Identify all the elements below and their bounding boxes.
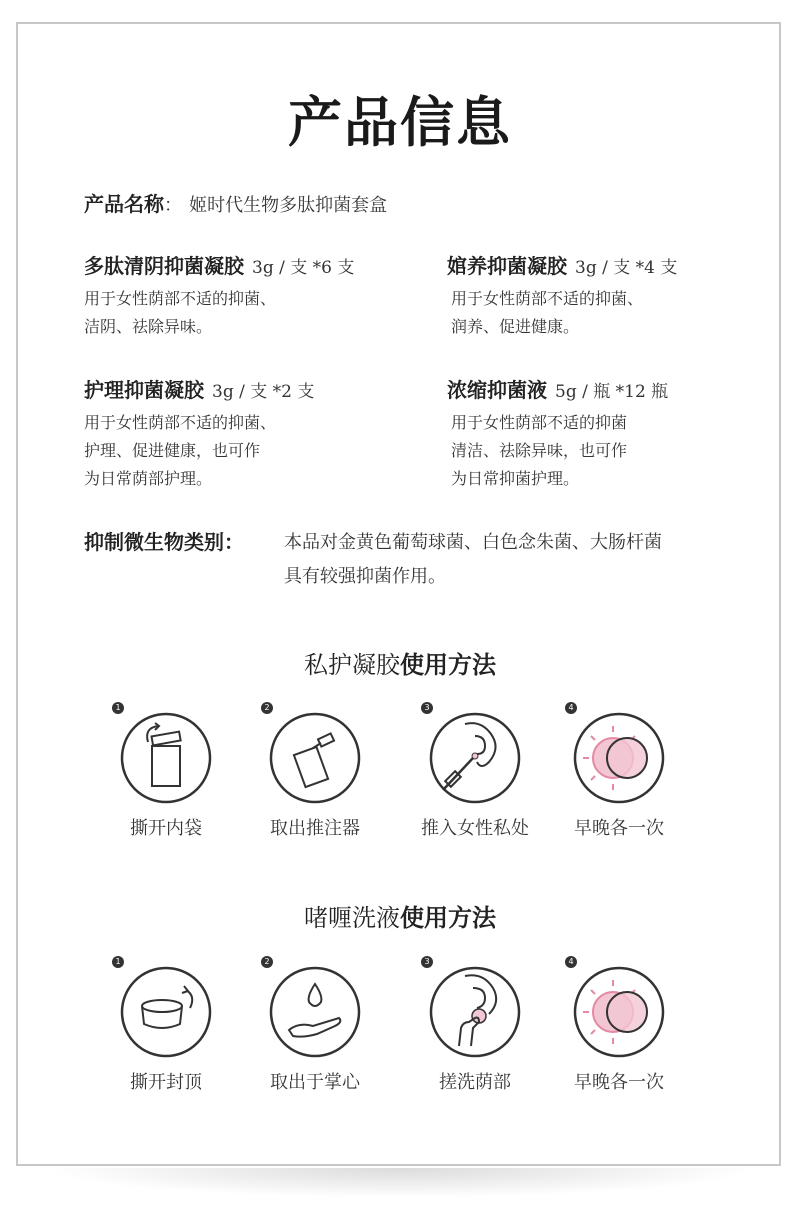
item-name: 多肽清阴抑菌凝胶 — [84, 254, 244, 278]
item-desc-line: 用于女性荫部不适的抑菌、 — [84, 289, 277, 308]
step-label: 早晚各一次 — [574, 1072, 664, 1093]
gel-usage-title — [0, 645, 800, 680]
sun-moon-icon — [573, 966, 665, 1058]
open-cap-icon — [120, 966, 212, 1058]
wash-step-3 — [415, 957, 535, 1094]
item-desc-line: 为日常荫部护理。 — [84, 469, 213, 488]
item-desc-line: 洁阴、祛除异味。 — [84, 317, 213, 336]
item-name: 浓缩抑菌液 — [447, 378, 547, 402]
item-qty: 5g / 瓶 *12 瓶 — [555, 382, 669, 402]
microbes-line: 本品对金黄色葡萄球菌、白色念朱菌、大肠杆菌 — [284, 532, 662, 553]
palm-drop-icon — [269, 966, 361, 1058]
step-number: 4 — [565, 702, 577, 714]
item-name: 婠养抑菌凝胶 — [447, 254, 567, 278]
item-desc-line: 为日常抑菌护理。 — [451, 469, 580, 488]
card-shadow — [40, 1168, 760, 1198]
gel-usage-title-b: 使用方法 — [400, 651, 496, 679]
step-number: 4 — [565, 956, 577, 968]
wash-step-1 — [106, 957, 226, 1094]
microbes-label — [84, 526, 244, 555]
item-1 — [84, 250, 354, 341]
gel-step-3 — [415, 703, 535, 840]
product-name-value: 姬时代生物多肽抑菌套盒 — [189, 195, 388, 216]
item-qty: 3g / 支 *6 支 — [252, 258, 355, 278]
applicator-icon — [269, 712, 361, 804]
product-name-label: 产品名称 — [84, 192, 164, 216]
item-desc-line: 用于女性荫部不适的抑菌、 — [451, 289, 644, 308]
step-number: 1 — [112, 702, 124, 714]
step-label: 取出推注器 — [270, 818, 360, 839]
tear-pouch-icon — [120, 712, 212, 804]
item-desc-line: 润养、促进健康。 — [451, 317, 580, 336]
item-desc-line: 清洁、祛除异味，也可作 — [451, 441, 628, 460]
step-label: 搓洗荫部 — [439, 1072, 511, 1093]
step-number: 1 — [112, 956, 124, 968]
step-number: 2 — [261, 956, 273, 968]
wash-usage-title — [0, 898, 800, 933]
item-3 — [84, 374, 314, 493]
item-desc-line: 用于女性荫部不适的抑菌、 — [84, 413, 277, 432]
item-name: 护理抑菌凝胶 — [84, 378, 204, 402]
step-number: 2 — [261, 702, 273, 714]
microbes-label-text: 抑制微生物类别： — [84, 530, 244, 554]
step-label: 取出于掌心 — [270, 1072, 360, 1093]
gel-step-4 — [559, 703, 679, 840]
item-2 — [447, 250, 677, 341]
step-label: 早晚各一次 — [574, 818, 664, 839]
wash-step-4 — [559, 957, 679, 1094]
gel-step-1 — [106, 703, 226, 840]
step-label: 推入女性私处 — [421, 818, 529, 839]
item-4 — [447, 374, 668, 493]
wash-icon — [429, 966, 521, 1058]
item-qty: 3g / 支 *4 支 — [575, 258, 678, 278]
wash-step-2 — [255, 957, 375, 1094]
item-desc-line: 用于女性荫部不适的抑菌 — [451, 413, 628, 432]
gel-step-2 — [255, 703, 375, 840]
microbes-line: 具有较强抑菌作用。 — [284, 566, 446, 587]
step-number: 3 — [421, 702, 433, 714]
wash-usage-title-b: 使用方法 — [400, 904, 496, 932]
wash-usage-title-a: 啫喱洗液 — [304, 904, 400, 932]
insert-icon — [429, 712, 521, 804]
gel-usage-title-a: 私护凝胶 — [304, 651, 400, 679]
microbes-desc — [284, 526, 662, 594]
step-number: 3 — [421, 956, 433, 968]
page-title: 产品信息 — [288, 90, 512, 154]
sun-moon-icon — [573, 712, 665, 804]
step-label: 撕开内袋 — [130, 818, 202, 839]
item-desc-line: 护理、促进健康，也可作 — [84, 441, 261, 460]
step-label: 撕开封顶 — [130, 1072, 202, 1093]
product-name-row: 产品名称： 姬时代生物多肽抑菌套盒 — [84, 192, 388, 216]
item-qty: 3g / 支 *2 支 — [212, 382, 315, 402]
